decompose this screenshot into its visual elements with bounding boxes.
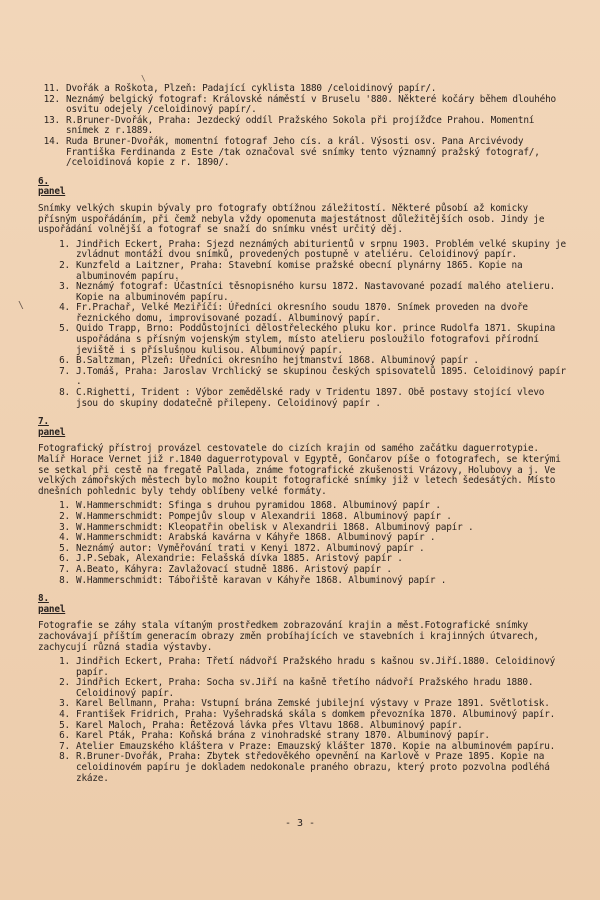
panel-6-intro: Snímky velkých skupin bývaly pro fotografy obtížnou záležitostí. Některé působí až komicky přísným uspořádáním, při čemž nebyla vždy opomenuta majestátnost důležitějších osob. Jindy je uspořádání volnější a fotograf se snaží do snímku vnést určitý děj. — [38, 202, 550, 236]
item-text: Ruda Bruner-Dvořák, momentní fotograf Jeho cís. a král. Výsosti osv. Pana Arcivévody Františka Ferdinanda z Este /tak označoval své snímky tento významný pražský fotograf/, /celoidinová kopie z r. 1890/. — [66, 135, 546, 169]
pen-mark: \ — [141, 74, 146, 83]
item-number: 6. — [59, 355, 70, 367]
item-text: R.Bruner-Dvořák, Praha: Jezdecký oddíl Pražského Sokola při projížďce Prahou. Momentní snímek z r.1889. — [66, 114, 540, 137]
item-number: 6. — [59, 730, 70, 742]
panel-7-heading: 7. panel — [38, 416, 66, 438]
item-number: 4. — [59, 532, 70, 544]
panel-6-heading: 6. panel — [38, 175, 66, 198]
item-text: B.Saltzman, Plzeň: Úředníci okresního hejtmanství 1868. Albuminový papír . — [76, 355, 479, 367]
item-number: 5. — [59, 719, 70, 731]
item-text: Atelier Emauzského kláštera v Praze: Emauzský klášter 1870. Kopie na albuminovém papíru. — [76, 740, 556, 752]
item-number: 7. — [59, 563, 70, 575]
item-number: 8. — [59, 574, 70, 586]
list-item — [48, 365, 572, 388]
item-number: 5. — [59, 542, 70, 554]
list-item — [48, 388, 568, 409]
item-text: J.P.Sebak, Alexandrie: Felašská dívka 1885. Aristový papír . — [76, 553, 403, 565]
item-text: C.Righetti, Trident : Výbor zemědělské rady v Tridentu 1897. Obě postavy stojící vlevo jsou do skupiny dodatečně přilepeny. Celoidinový papír . — [76, 387, 550, 409]
item-number: 12. — [43, 93, 60, 105]
item-number: 11. — [43, 83, 60, 94]
item-text: Quido Trapp, Brno: Poddůstojníci dělostřeleckého pluku kor. prince Rudolfa 1871. Skupina uspořádána s přísným vojenským stylem, místo atelieru posloužilo fotografovi přírodní jeviště i s příslušnou kulisou. Albuminový papír. — [76, 323, 561, 356]
panel-7-list — [48, 501, 568, 586]
item-text: Dvořák a Roškota, Plzeň: Padající cyklista 1880 /celoidinový papír/. — [66, 83, 437, 94]
item-number: 7. — [59, 740, 70, 752]
document-body — [38, 83, 572, 784]
item-text: W.Hammerschmidt: Sfinga s druhou pyramidou 1868. Albuminový papír . — [76, 500, 441, 512]
list-item — [48, 512, 568, 523]
list-item — [38, 95, 568, 116]
item-number: 3. — [59, 521, 70, 533]
item-number: 3. — [59, 698, 70, 710]
item-text: W.Hammerschmidt: Pompejův sloup v Alexandrii 1868. Albuminový papír . — [76, 510, 452, 522]
list-item — [48, 657, 568, 678]
item-text: Neznámý belgický fotograf: Královské náměstí v Bruselu '880. Některé kočáry během dlouhého osvitu odejely /celoidinový papír/. — [66, 93, 562, 116]
list-item — [48, 303, 568, 324]
item-text: R.Bruner-Dvořák, Praha: Zbytek středověkého opevnění na Karlově v Praze 1895. Kopie na celoidinovém papíru je dokladem nedokonale praného obrazu, který proto pozvolna podléhá zkáze. — [76, 751, 556, 784]
item-text: Fr.Prachař, Velké Meziříčí: Úředníci okresního soudu 1870. Snímek proveden na dvoře řeznického domu, improvisované pozadí. Albuminový papír. — [76, 302, 534, 324]
item-text: František Fridrich, Praha: Vyšehradská skála s domkem převozníka 1870. Albuminový papír. — [76, 709, 556, 721]
item-text: Kunzfeld a Laitzner, Praha: Stavební komise pražské obecní plynárny 1865. Kopie na albuminovém papíru. — [76, 259, 528, 282]
item-number: 14. — [43, 135, 60, 147]
item-text: J.Tomáš, Praha: Jaroslav Vrchlický se skupinou českých spisovatelů 1895. Celoidinový papír . — [76, 365, 572, 388]
list-top — [38, 84, 568, 169]
item-number: 3. — [59, 281, 70, 293]
list-item — [38, 84, 568, 95]
item-text: W.Hammerschmidt: Arabská kavárna v Káhyře 1868. Albuminový papír . — [76, 532, 436, 544]
margin-mark: \ — [18, 300, 25, 311]
list-item — [48, 282, 568, 303]
list-item — [38, 137, 568, 169]
item-text: Jindřich Eckert, Praha: Socha sv.Jiří na kašně třetího nádvoří Pražského hradu 1880. Celoidinový papír. — [76, 677, 539, 699]
item-text: Neznámý fotograf: Účastníci těsnopisného kursu 1872. Nastavované pozadí malého atelieru. Kopie na albuminovém papíru. — [76, 281, 561, 303]
item-number: 1. — [59, 238, 70, 250]
item-text: W.Hammerschmidt: Kleopatřin obelisk v Alexandrii 1868. Albuminový papír . — [76, 521, 474, 533]
list-item — [48, 261, 568, 282]
item-number: 6. — [59, 553, 70, 565]
item-number: 8. — [59, 751, 70, 763]
item-text: Jindřich Eckert, Praha: Sjezd neznámých abiturientů v srpnu 1903. Problém velké skupiny je zvládnut montáží dvou snímků, provedených postupně v ateliéru. Celoidinový papír. — [76, 238, 572, 261]
item-number: 5. — [59, 323, 70, 335]
list-item — [48, 678, 568, 699]
item-text: Karel Pták, Praha: Koňská brána z vinohradské strany 1870. Albuminový papír. — [76, 730, 490, 742]
list-item — [48, 565, 568, 576]
item-text: A.Beato, Káhyra: Zavlažovací studně 1886. Aristový papír . — [76, 563, 392, 575]
item-number: 2. — [59, 259, 70, 271]
item-number: 4. — [59, 709, 70, 721]
item-text: Jindřich Eckert, Praha: Třetí nádvoří Pražského hradu s kašnou sv.Jiří.1880. Celoidinový papír. — [76, 656, 561, 678]
panel-7-intro: Fotografický přístroj provázel cestovatele do cizích krajin od samého začátku daguerrotypie. Malíř Horace Vernet již r.1840 daguerrotypoval v Egyptě, Gončarov píše o fotografech, se kterými se setkal při cestě na fregatě Pallada, známe fotografické zkušenosti Vrázovy, Holubovy a j. Ve velkých zámořských městech bylo možno koupit fotografické snímky již v letech šedesátých. Místo dnešních pohlednic byly tehdy oblíbeny velké formáty. — [38, 443, 567, 497]
item-text: Karel Bellmann, Praha: Vstupní brána Zemské jubilejní výstavy v Praze 1891. Světlotisk. — [76, 698, 550, 710]
list-item — [48, 576, 568, 587]
item-number: 4. — [59, 302, 70, 314]
list-item — [48, 752, 568, 784]
item-number: 1. — [59, 500, 70, 512]
item-number: 2. — [59, 510, 70, 522]
item-text: W.Hammerschmidt: Tábořiště karavan v Káhyře 1868. Albuminový papír . — [76, 574, 447, 586]
list-item — [38, 116, 568, 137]
list-item — [48, 324, 568, 356]
item-text: Karel Maloch, Praha: Řetězová lávka přes Vltavu 1868. Albuminový papír. — [76, 719, 463, 731]
list-item — [48, 238, 572, 261]
item-number: 2. — [59, 677, 70, 689]
item-number: 8. — [59, 387, 70, 399]
panel-8-intro: Fotografie se záhy stala vítaným prostředkem zobrazování krajin a měst.Fotografické snímky zachovávají příštím generacím obrazy změn probíhajících ve stavebních i krajinných útvarech, zachycují různá stadia výstavby. — [38, 620, 545, 653]
panel-8-heading: 8. panel — [38, 593, 66, 615]
panel-6-list — [48, 238, 572, 410]
item-number: 7. — [59, 365, 70, 377]
item-number: 1. — [59, 656, 70, 668]
item-number: 13. — [43, 114, 60, 126]
page-number: - 3 - — [284, 818, 316, 829]
item-text: Neznámý autor: Vyměřování trati v Kenyi 1872. Albuminový papír . — [76, 542, 425, 554]
panel-8-list — [48, 657, 568, 784]
